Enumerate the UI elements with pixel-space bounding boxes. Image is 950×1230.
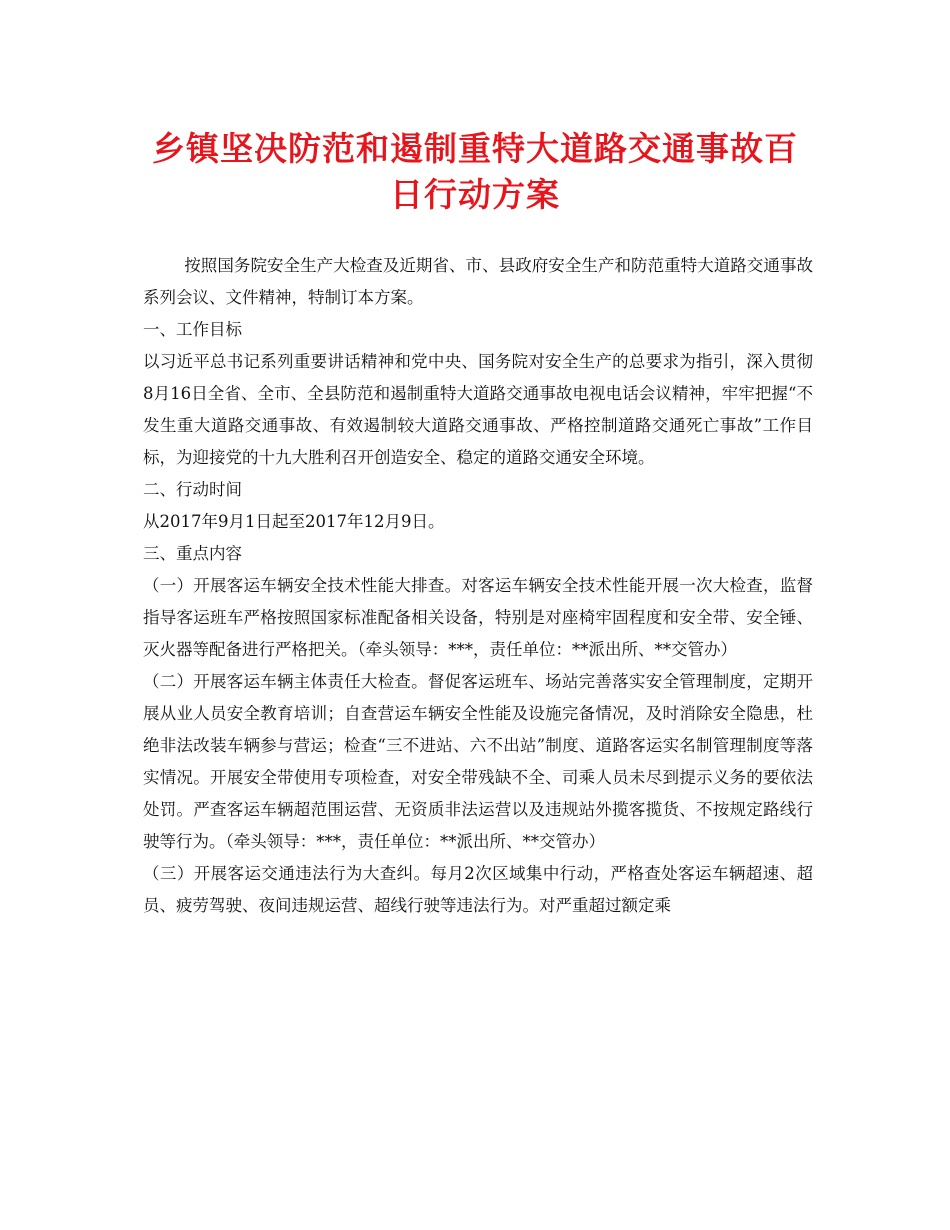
section-heading-time: 二、行动时间 — [143, 480, 242, 499]
title-line-2: 日行动方案 — [390, 175, 560, 214]
section-heading-goal: 一、工作目标 — [143, 320, 242, 339]
intro-paragraph: 按照国务院安全生产大检查及近期省、市、县政府安全生产和防范重特大道路交通事故系列会议、文件精神，特制订本方案。 — [143, 256, 813, 307]
content-item-3: （三）开展客运交通违法行为大查纠。每月2次区域集中行动，严格查处客运车辆超速、超员、疲劳驾驶、夜间违规运营、超线行驶等违法行为。对严重超过额定乘 — [143, 864, 813, 915]
goal-paragraph: 以习近平总书记系列重要讲话精神和党中央、国务院对安全生产的总要求为指引，深入贯彻8月16日全省、全市、全县防范和遏制重特大道路交通事故电视电话会议精神，牢牢把握“不发生重大道路交通事故、有效遏制较大道路交通事故、严格控制道路交通死亡事故”工作目标，为迎接党的十九大胜利召开创造安全、稳定的道路交通安全环境。 — [143, 352, 813, 467]
content-item-2: （二）开展客运车辆主体责任大检查。督促客运班车、场站完善落实安全管理制度，定期开展从业人员安全教育培训；自查营运车辆安全性能及设施完备情况，及时消除安全隐患，杜绝非法改装车辆参与营运；检查“三不进站、六不出站”制度、道路客运实名制管理制度等落实情况。开展安全带使用专项检查，对安全带残缺不全、司乘人员未尽到提示义务的要依法处罚。严查客运车辆超范围运营、无资质非法运营以及违规站外揽客揽货、不按规定路线行驶等行为。（牵头领导：***，责任单位：**派出所、**交管办） — [143, 672, 813, 851]
time-paragraph: 从2017年9月1日起至2017年12月9日。 — [143, 512, 445, 531]
title-line-1: 乡镇坚决防范和遏制重特大道路交通事故百 — [152, 129, 798, 168]
section-heading-content: 三、重点内容 — [143, 544, 242, 563]
document-body — [143, 250, 813, 922]
content-item-1: （一）开展客运车辆安全技术性能大排查。对客运车辆安全技术性能开展一次大检查，监督指导客运班车严格按照国家标准配备相关设备，特别是对座椅牢固程度和安全带、安全锤、灭火器等配备进行严格把关。（牵头领导：***，责任单位：**派出所、**交管办） — [143, 576, 813, 659]
document-title — [120, 126, 830, 218]
